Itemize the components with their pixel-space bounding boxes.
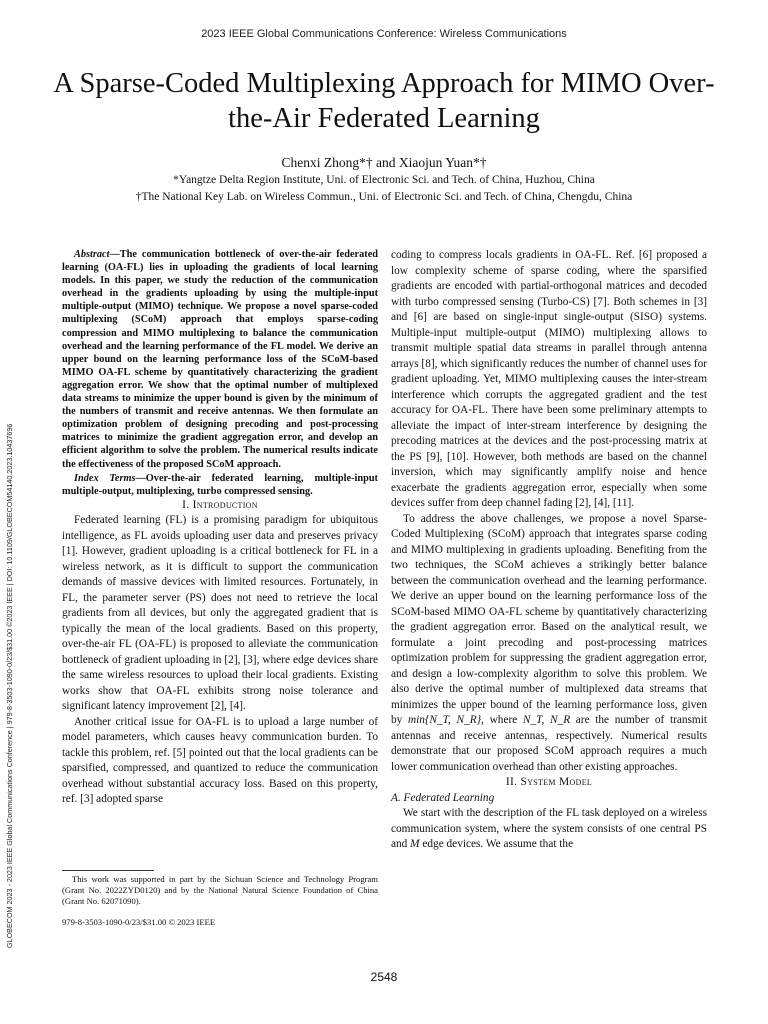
- authors: Chenxi Zhong*† and Xiaojun Yuan*†: [281, 155, 487, 170]
- system-model-text-b: edge devices. We assume that the: [419, 838, 574, 850]
- subsection-heading-federated-learning: A. Federated Learning: [391, 791, 495, 804]
- abstract-paragraph: [62, 248, 378, 471]
- intro-paragraph-2-continued: coding to compress locals gradients in OA-FL. Ref. [6] proposed a low complexity scheme of sparse coding, where the sparsified gradients are encoded with partial-orthogonal matrices and decoded with turbo compressed sensing (Turbo-CS) [7]. Both schemes in [3] and [6] are based on single-input single-output (SISO) systems. Multiple-input multiple-output (MIMO) multiplexing allows to transmit multiple spatial data streams in parallel through antenna arrays [8], which significantly reduces the number of channel uses for gradient uploading. Yet, MIMO multiplexing causes the inter-stream interference which corrupts the aggregated gradient and the test accuracy for OA-FL. There have been some preliminary attempts to alleviate the impact of inter-stream interference by designing the precoding matrices at the devices and the post-processing matrix at the PS [9], [10]. However, both methods are based on the channel inversion, which may significantly amplify noise and hence exacerbate the gradients aggregation error, especially when some devices suffer from deep channel fading [2], [4], [11].: [391, 249, 707, 509]
- intro-math-min: min{N_T, N_R}: [407, 714, 482, 726]
- side-identifier-text: GLOBECOM 2023 - 2023 IEEE Global Communications Conference | 979-8-3503-1090-0/23/$31.00 ©2023 IEEE | DOI: 10.1109/GLOBECOM54140.2023.10437696: [5, 423, 14, 948]
- system-model-text-a: We start with the description of the FL task deployed on a wireless communication system, where the system consists of one central PS and: [391, 807, 707, 850]
- intro-paragraph-1: Federated learning (FL) is a promising paradigm for ubiquitous intelligence, as FL avoids uploading user data and preserves privacy [1]. However, gradient uploading is a critical bottleneck for FL in a wireless network, as it is difficult to support the communication demands of massive devices with limited resources. Fortunately, in FL, the parameter server (PS) does not need to retrieve the local gradients from all devices, but only the aggregated gradient that is typically the mean of the local gradients. Based on this property, over-the-air FL (OA-FL) is proposed to alleviate the communication bottleneck of gradient uploading in [2], [3], where edge devices share the same wireless resources to upload their local gradients. Existing works show that OA-FL exhibits strong noise tolerance and significant latency improvement [2], [4].: [62, 514, 378, 713]
- footnote-rule: [62, 870, 154, 871]
- index-terms-text: —Over-the-air federated learning, multiple-input multiple-output, multiplexing, turbo compressed sensing.: [62, 472, 378, 497]
- intro-paragraph-3: [391, 512, 707, 776]
- affiliation-1: *Yangtze Delta Region Institute, Uni. of Electronic Sci. and Tech. of China, Huzhou, China: [173, 174, 595, 186]
- affiliation-2: †The National Key Lab. on Wireless Commun., Uni. of Electronic Sci. and Tech. of China, Chengdu, China: [135, 191, 633, 203]
- intro-paragraph-3-text-b: , where: [481, 714, 523, 726]
- section-heading-introduction: I. Introduction: [182, 498, 258, 511]
- section-heading-system-model: II. System Model: [505, 776, 593, 788]
- intro-paragraph-2: Another critical issue for OA-FL is to upload a large number of model parameters, which causes heavy communication burden. To tackle this problem, ref. [5] pointed out that the local gradients can be sparsified, compressed, and quantized to reduce the communication overhead without substantial accuracy loss. Based on this property, ref. [3] adopted sparse: [62, 715, 378, 806]
- funding-footnote: [62, 874, 378, 907]
- system-model-math-m: M: [410, 838, 420, 850]
- left-column: [62, 248, 378, 808]
- abstract-text: —The communication bottleneck of over-the-air federated learning (OA-FL) lies in uploading the gradients of local learning models. In this paper, we study the reduction of the communication overhead in the gradients uploading by using the multiple-input multiple-output (MIMO) technique. We propose a novel sparse-coded multiplexing (SCoM) approach that employs sparse-coding compression and MIMO multiplexing to balance the communication overhead and the learning performance of the FL model. We derive an upper bound on the learning performance loss of the SCoM-based MIMO OA-FL scheme by quantitatively characterizing the gradient aggregation error. We show that the optimal number of multiplexed data streams to minimize the upper bound is given by the minimum of the numbers of transmit and receive antennas. We then formulate an optimization problem of designing precoding and post-processing matrices to minimize the gradient aggregation error, and develop an efficient algorithm to solve the problem. The numerical results indicate the effectiveness of the proposed SCoM approach.: [62, 249, 378, 470]
- copyright-line: 979-8-3503-1090-0/23/$31.00 © 2023 IEEE: [62, 917, 216, 927]
- side-identifier: [3, 268, 17, 948]
- abstract-lead: Abstract: [74, 249, 110, 260]
- index-terms: [62, 472, 378, 498]
- index-terms-lead: Index Terms: [74, 472, 136, 484]
- right-column: [391, 248, 707, 853]
- abstract: [62, 248, 378, 498]
- system-model-paragraph-1: [391, 806, 707, 853]
- page-number: 2548: [370, 970, 398, 984]
- intro-paragraph-3-text-c: are the number of transmit antennas and receive antennas, respectively. Numerical results demonstrate that our proposed SCoM approach requires a much lower communication overhead than other existing approaches.: [391, 714, 707, 773]
- intro-paragraph-3-text-a: To address the above challenges, we propose a novel Sparse-Coded Multiplexing (SCoM) approach that integrates sparse coding and MIMO multiplexing in gradients uploading. Benefiting from the two techniques, the SCoM achieves a strikingly better balance between the communication overhead and the learning performance. We derive an upper bound on the learning performance loss of the SCoM-based MIMO OA-FL scheme by quantitatively characterizing the gradient aggregation error. Based on the analytical result, we formulate a joint precoding and post-processing matrices optimization problem for suppressing the gradient aggregation error, and design a low-complexity algorithm to solve this problem. We also derive the optimal number of multiplexed data streams that minimizes the upper bound of the learning performance loss, given by: [391, 512, 707, 726]
- paper-title: A Sparse-Coded Multiplexing Approach for MIMO Over-the-Air Federated Learning: [53, 68, 715, 134]
- intro-math-antennas: N_T, N_R: [522, 714, 571, 726]
- funding-footnote-text: This work was supported in part by the Sichuan Science and Technology Program (Grant No. 2022ZYD0120) and by the National Natural Science Foundation of China (Grant No. 62071090).: [62, 874, 378, 906]
- conference-header: 2023 IEEE Global Communications Conference: Wireless Communications: [201, 28, 567, 40]
